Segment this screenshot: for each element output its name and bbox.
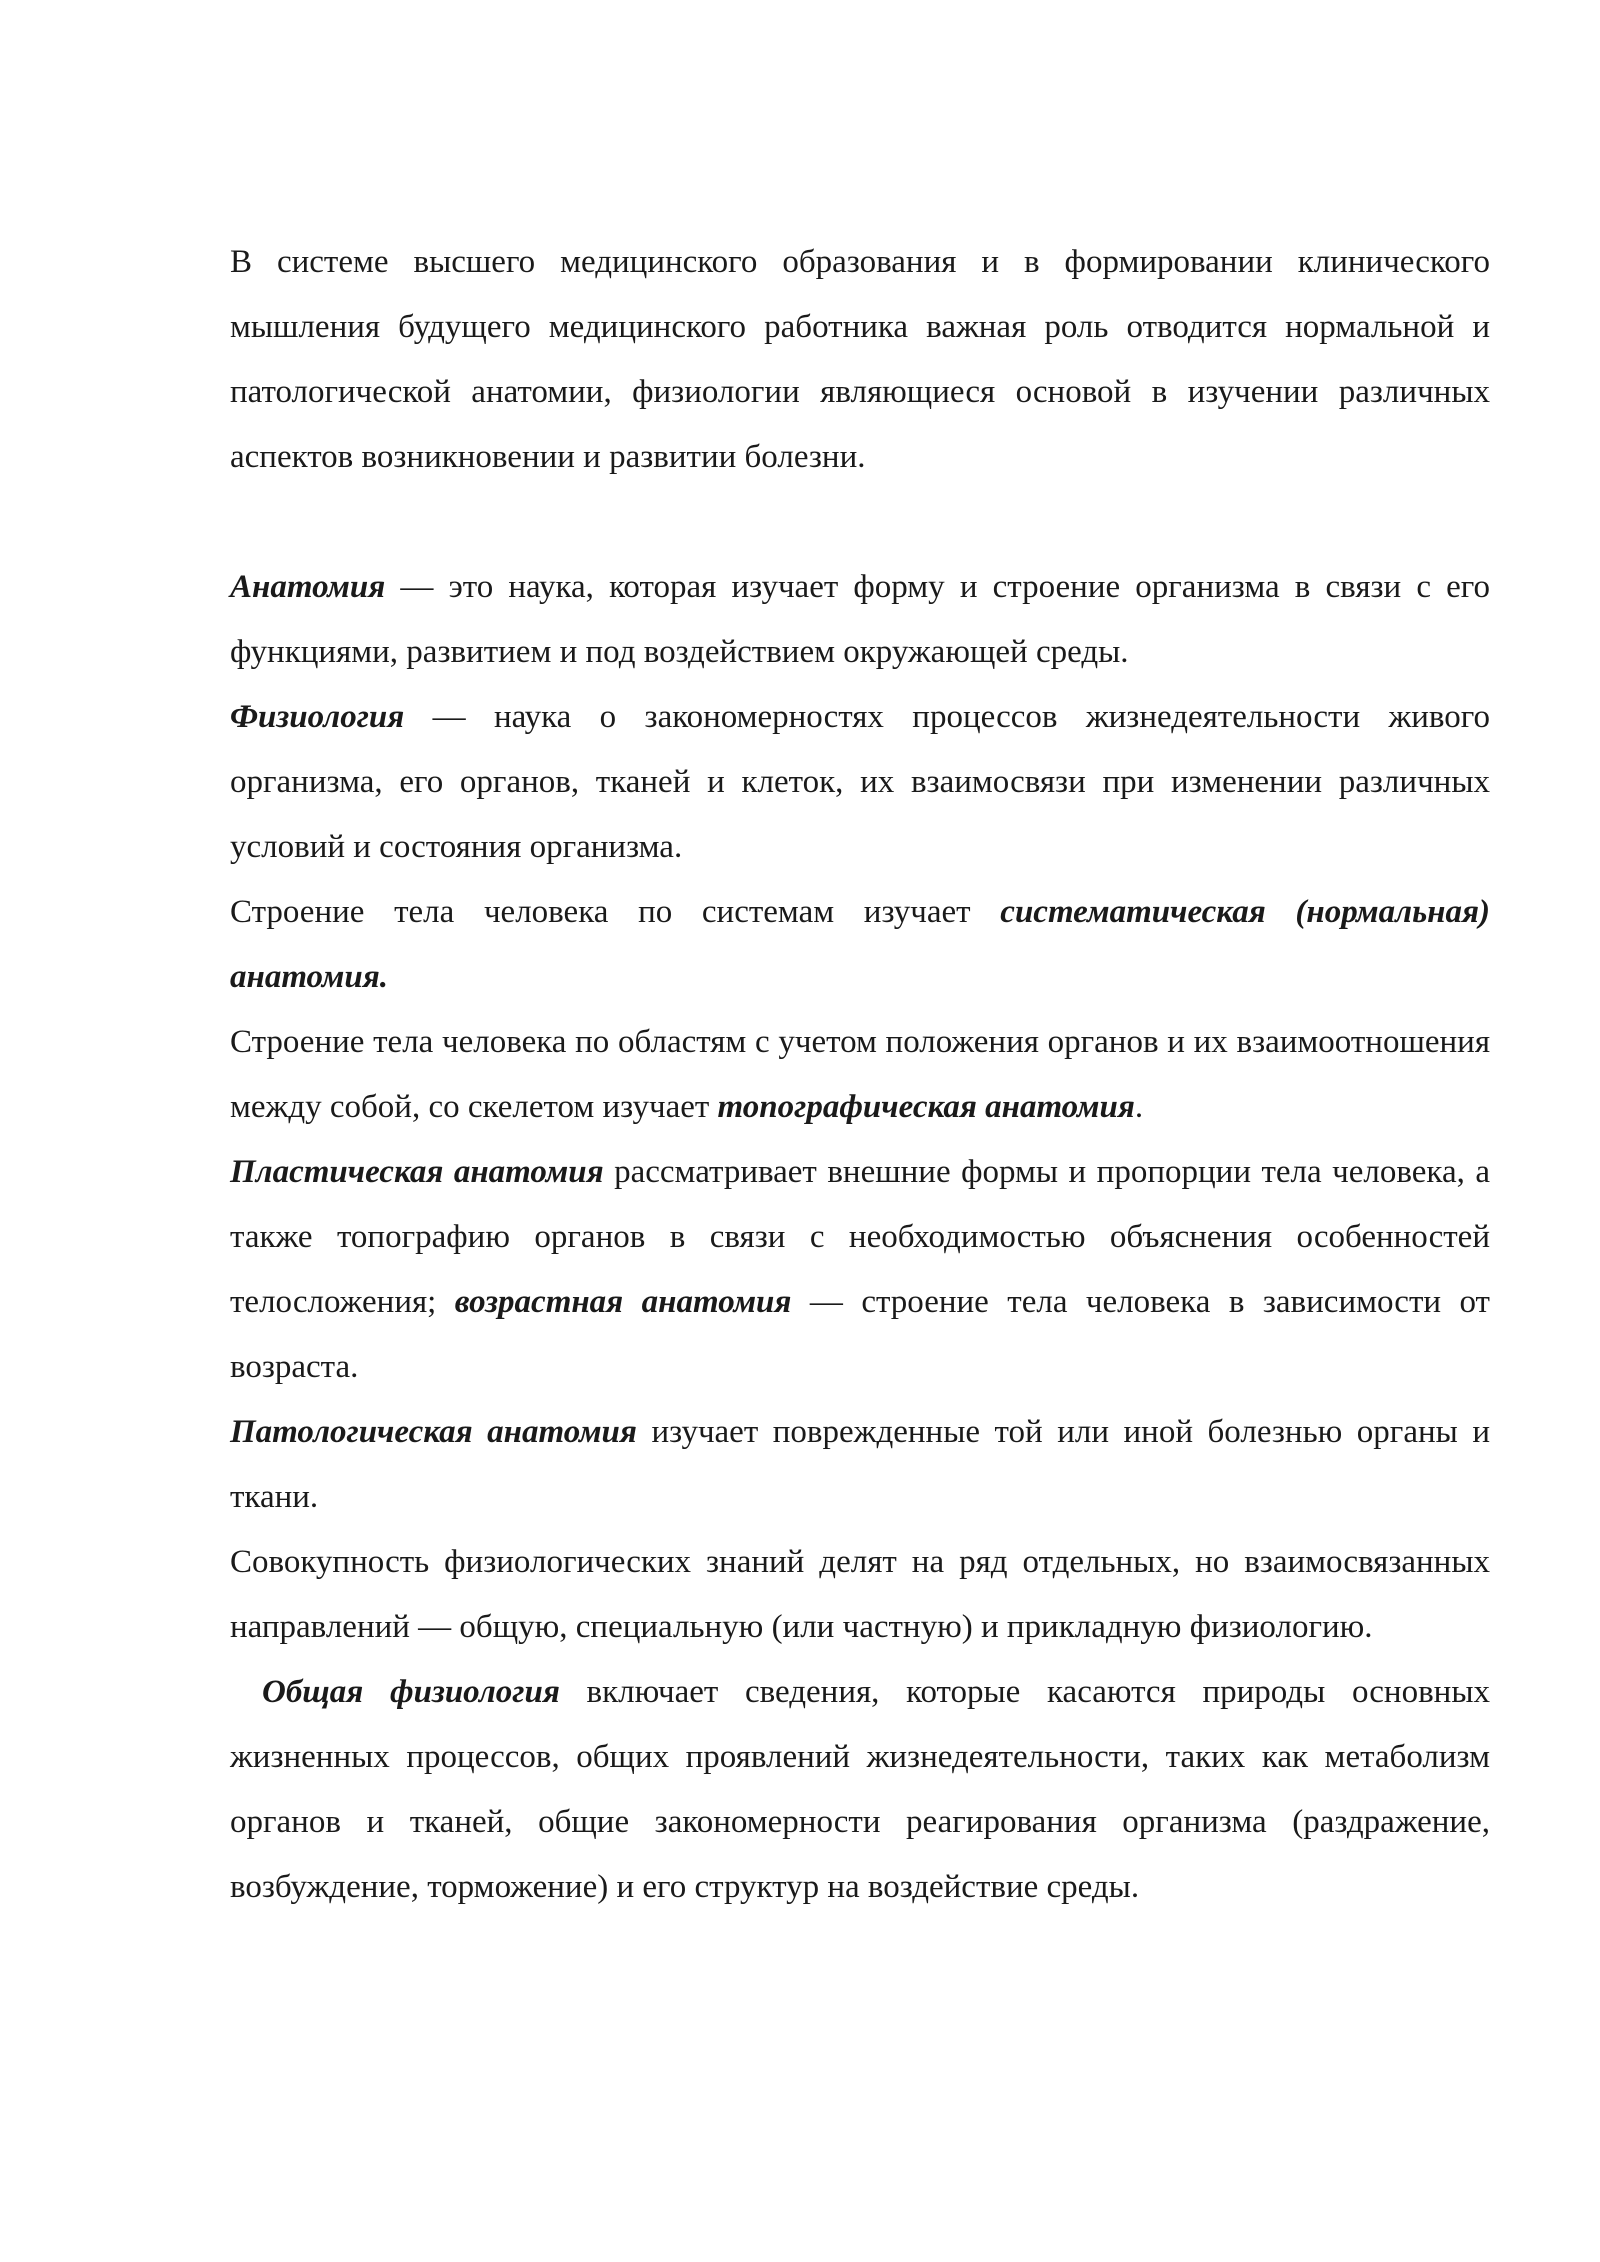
paragraph-systematic-anatomy: [230, 880, 1490, 1010]
term-physiology: Физиология: [230, 699, 405, 735]
plastic-text: рассматривает внешние формы и пропорции тела человека, а также топографию органов в связи с необходимостью объяснения особенностей телосложения;: [230, 1154, 1490, 1320]
paragraph-totality: [230, 1530, 1490, 1660]
term-anatomy: Анатомия: [230, 569, 386, 605]
age-anatomy-text: — строение тела человека в зависимости от возраста.: [230, 1284, 1490, 1385]
paragraph-anatomy: [230, 555, 1490, 685]
term-systematic-anatomy: систематическая (нормальная) анатомия.: [230, 894, 1490, 995]
general-physiology-text: включает сведения, которые касаются природы основных жизненных процессов, общих проявлений жизнедеятельности, таких как метаболизм органов и тканей, общие закономерности реагирования организма (раздражение, возбуждение, торможение) и его структур на воздействие среды.: [230, 1674, 1490, 1905]
paragraph-topographic-anatomy: [230, 1010, 1490, 1140]
pathological-text: изучает поврежденные той или иной болезнью органы и ткани.: [230, 1414, 1491, 1515]
anatomy-definition: — это наука, которая изучает форму и строение организма в связи с его функциями, развитием и под воздействием окружающей среды.: [230, 569, 1490, 670]
term-age-anatomy: возрастная анатомия: [454, 1284, 792, 1320]
document-page: [230, 230, 1490, 1920]
paragraph-physiology: [230, 685, 1490, 880]
paragraph-intro: [230, 230, 1490, 490]
term-general-physiology: Общая физиология: [262, 1674, 560, 1710]
paragraph-general-physiology: [230, 1660, 1490, 1920]
paragraph-plastic-anatomy: [230, 1140, 1490, 1400]
physiology-definition: — наука о закономерностях процессов жизнедеятельности живого организма, его органов, тканей и клеток, их взаимосвязи при изменении различных условий и состояния организма.: [230, 699, 1490, 865]
term-pathological-anatomy: Патологическая анатомия: [230, 1414, 637, 1450]
paragraph-pathological-anatomy: [230, 1400, 1490, 1530]
term-plastic-anatomy: Пластическая анатомия: [230, 1154, 604, 1190]
systematic-text: Строение тела человека по системам изучает: [230, 894, 1001, 930]
totality-text: Совокупность физиологических знаний делят на ряд отдельных, но взаимосвязанных направлений — общую, специальную (или частную) и прикладную физиологию.: [230, 1544, 1490, 1645]
topographic-text: Строение тела человека по областям с учетом положения органов и их взаимоотношения между собой, со скелетом изучает: [230, 1024, 1490, 1125]
term-topographic-anatomy: топографическая анатомия: [717, 1089, 1135, 1125]
intro-text: В системе высшего медицинского образования и в формировании клинического мышления будущего медицинского работника важная роль отводится нормальной и патологической анатомии, физиологии являющиеся основой в изучении различных аспектов возникновении и развитии болезни.: [230, 244, 1490, 475]
topographic-end: .: [1134, 1089, 1144, 1125]
